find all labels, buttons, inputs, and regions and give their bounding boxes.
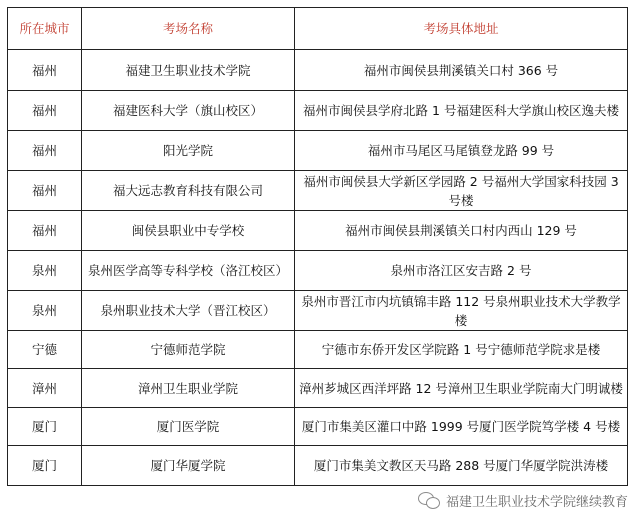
- cell-venue: 厦门医学院: [82, 408, 295, 446]
- header-city: 所在城市: [8, 8, 82, 50]
- table-header-row: [8, 8, 628, 50]
- cell-venue: 宁德师范学院: [82, 331, 295, 369]
- cell-venue: 泉州职业技术大学（晋江校区）: [82, 291, 295, 331]
- cell-venue: 福大远志教育科技有限公司: [82, 171, 295, 211]
- cell-city: 福州: [8, 131, 82, 171]
- cell-venue: 厦门华厦学院: [82, 446, 295, 486]
- cell-city: 福州: [8, 171, 82, 211]
- cell-city: 宁德: [8, 331, 82, 369]
- cell-city: 泉州: [8, 291, 82, 331]
- watermark-text: 福建卫生职业技术学院继续教育: [445, 494, 628, 510]
- cell-city: 福州: [8, 50, 82, 91]
- cell-venue: 福建医科大学（旗山校区）: [82, 91, 295, 131]
- table-row: [8, 331, 628, 369]
- table-row: [8, 91, 628, 131]
- cell-address: 福州市闽侯县大学新区学园路 2 号福州大学国家科技园 3 号楼: [295, 171, 628, 211]
- wechat-icon: [418, 491, 440, 509]
- cell-venue: 闽侯县职业中专学校: [82, 211, 295, 251]
- cell-venue: 漳州卫生职业学院: [82, 369, 295, 408]
- cell-city: 福州: [8, 211, 82, 251]
- header-address: 考场具体地址: [295, 8, 628, 50]
- exam-venue-table: [7, 7, 628, 486]
- cell-city: 厦门: [8, 408, 82, 446]
- cell-venue: 泉州医学高等专科学校（洛江校区）: [82, 251, 295, 291]
- table-row: [8, 291, 628, 331]
- table-row: [8, 211, 628, 251]
- cell-venue: 阳光学院: [82, 131, 295, 171]
- cell-address: 福州市闽侯县学府北路 1 号福建医科大学旗山校区逸夫楼: [295, 91, 628, 131]
- cell-address: 泉州市洛江区安吉路 2 号: [295, 251, 628, 291]
- cell-address: 福州市马尾区马尾镇登龙路 99 号: [295, 131, 628, 171]
- table-row: [8, 251, 628, 291]
- header-venue: 考场名称: [82, 8, 295, 50]
- table-row: [8, 50, 628, 91]
- table-row: [8, 369, 628, 408]
- table-row: [8, 408, 628, 446]
- cell-address: 福州市闽侯县荆溪镇关口村 366 号: [295, 50, 628, 91]
- cell-address: 漳州芗城区西洋坪路 12 号漳州卫生职业学院南大门明诚楼: [295, 369, 628, 408]
- cell-address: 福州市闽侯县荆溪镇关口村内西山 129 号: [295, 211, 628, 251]
- cell-address: 厦门市集美区灌口中路 1999 号厦门医学院笃学楼 4 号楼: [295, 408, 628, 446]
- table-row: [8, 446, 628, 486]
- cell-city: 泉州: [8, 251, 82, 291]
- cell-city: 漳州: [8, 369, 82, 408]
- table-row: [8, 171, 628, 211]
- cell-address: 泉州市晋江市内坑镇锦丰路 112 号泉州职业技术大学教学楼: [295, 291, 628, 331]
- cell-address: 宁德市东侨开发区学院路 1 号宁德师范学院求是楼: [295, 331, 628, 369]
- wechat-watermark: [418, 488, 628, 512]
- table-row: [8, 131, 628, 171]
- cell-city: 厦门: [8, 446, 82, 486]
- cell-city: 福州: [8, 91, 82, 131]
- cell-address: 厦门市集美文教区天马路 288 号厦门华厦学院洪涛楼: [295, 446, 628, 486]
- cell-venue: 福建卫生职业技术学院: [82, 50, 295, 91]
